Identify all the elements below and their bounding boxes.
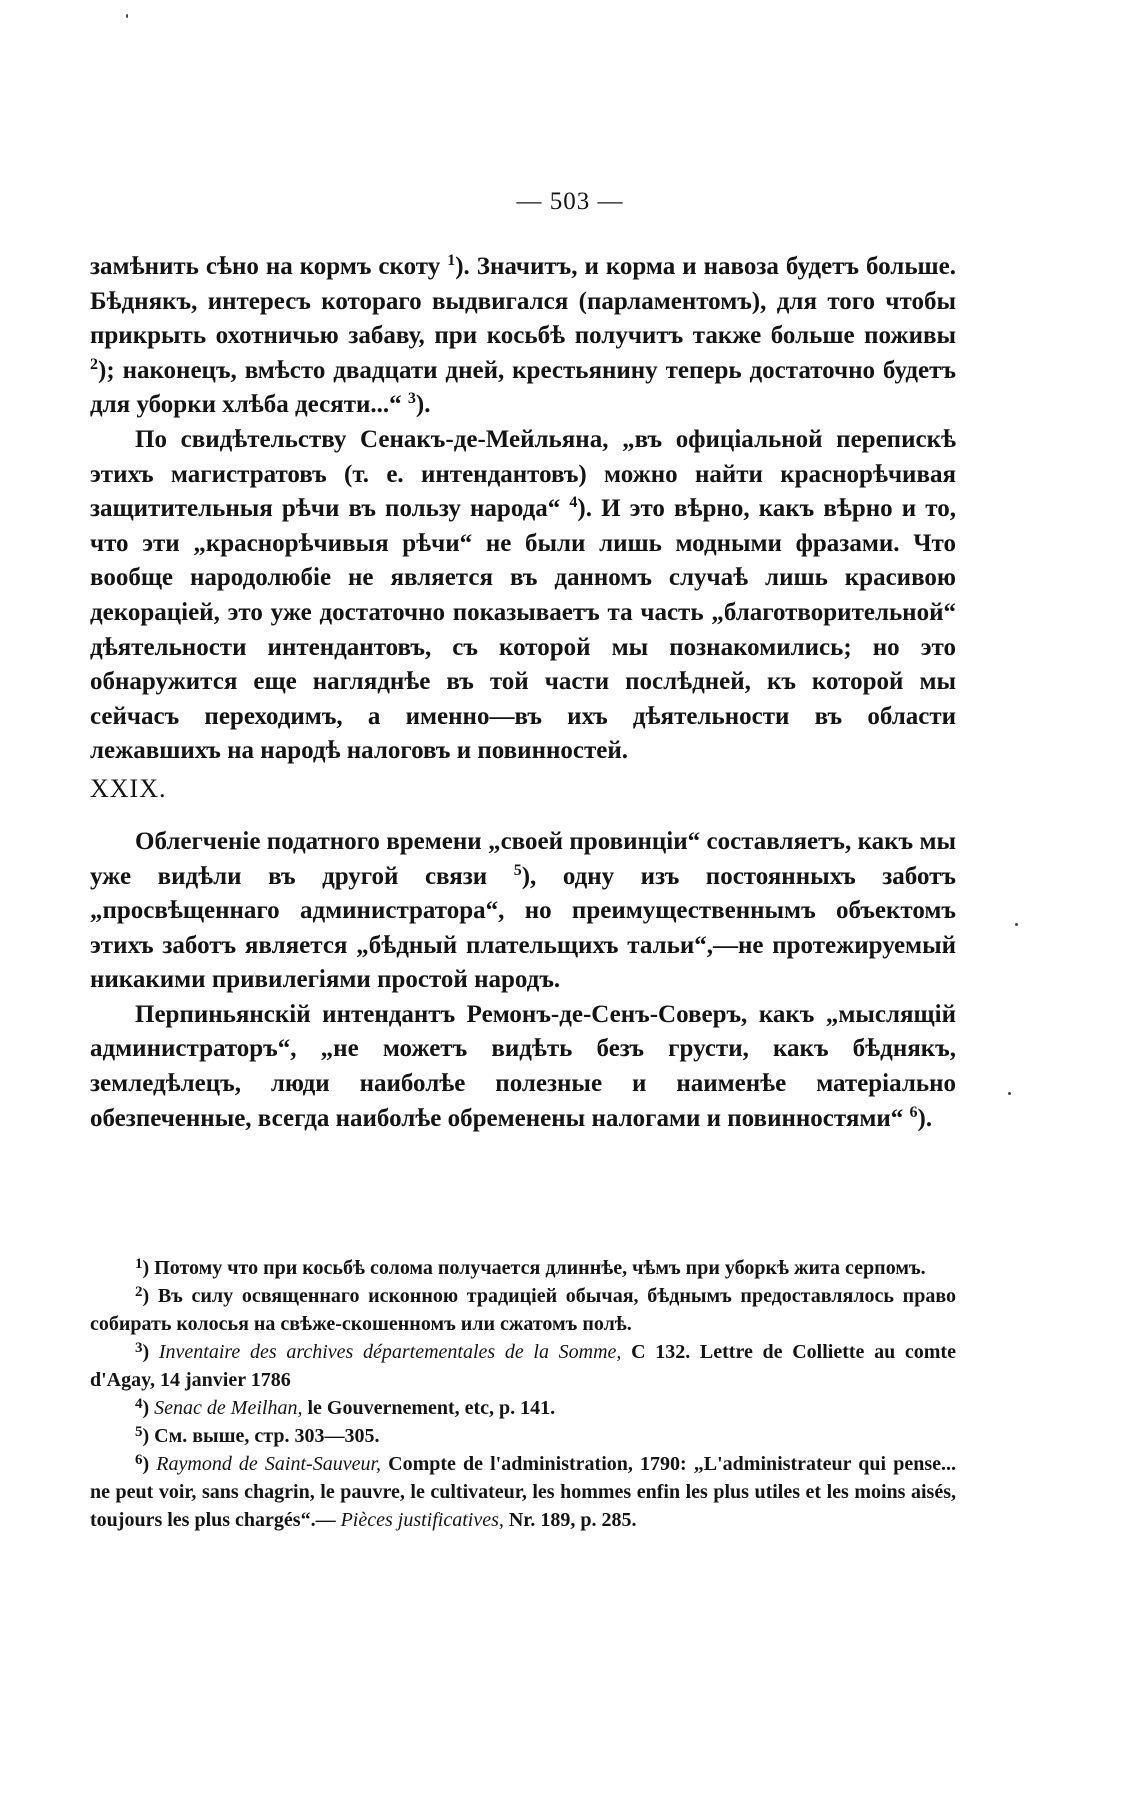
- footnote-3: $^3$) Inventaire des archives départementales de la Somme, C 132. Lettre de Colliette au comte d'Agay, 14 janvier 1786: [90, 1340, 956, 1391]
- main-text: [90, 250, 956, 1136]
- footnote-ref-5: 5: [513, 861, 522, 879]
- page-number: — 503 —: [516, 188, 624, 215]
- footnote-2: $^2$) Въ силу освященнаго исконною традиціей обычая, бѣднымъ предоставлялось право собирать колосья на свѣже-скошенномъ или сжатомъ полѣ.: [90, 1284, 956, 1335]
- scan-speck: [1008, 1092, 1011, 1095]
- paragraph-3: Облегченіе податного времени „своей провинціи“ составляетъ, какъ мы уже видѣли въ другой связи $^5$), одну изъ постоянныхъ заботъ „просвѣщеннаго администратора“, но преимущественнымъ объектомъ этихъ заботъ является „бѣдный плательщихъ тальи“,—не протежируемый никакими привилегіями простой народъ.: [90, 827, 957, 994]
- footnote-ref-1: 1: [447, 252, 456, 269]
- footnote-1: $^1$) Потому что при косьбѣ солома получается длиннѣе, чѣмъ при уборкѣ жита серпомъ.: [135, 1256, 926, 1279]
- footnotes: [90, 1254, 956, 1534]
- footnote-ref-6: 6: [909, 1103, 918, 1121]
- scan-speck: [1015, 923, 1018, 926]
- scan-speck: [126, 14, 128, 18]
- paragraph-2: По свидѣтельству Сенакъ-де-Мейльяна, „въ офиціальной перепискѣ этихъ магистратовъ (т. е. интендантовъ) можно найти краснорѣчивая защитительныя рѣчи въ пользу народа“ $^4$). И это вѣрно, какъ вѣрно и то, что эти „краснорѣчивыя рѣчи“ не были лишь модными фразами. Что вообще народолюбіе не является въ данномъ случаѣ лишь красивою декораціей, это уже достаточно показываетъ та часть „благотворительной“ дѣятельности интендантовъ, съ которой мы познакомились; но это обнаружится еще нагляднѣе въ той части послѣдней, къ которой мы сейчасъ переходимъ, а именно—въ ихъ дѣятельности въ области лежавшихъ на народѣ налоговъ и повинностей.: [90, 425, 956, 765]
- paragraph-4: Перпиньянскій интендантъ Ремонъ-де-Сенъ-Соверъ, какъ „мыслящій администраторъ“, „не можетъ видѣть безъ грусти, какъ бѣднякъ, земледѣлецъ, люди наиболѣе полезные и наименѣе матеріально обезпеченные, всегда наиболѣе обременены налогами и повинностями“ $^6$).: [90, 1000, 956, 1132]
- footnote-ref-2: 2: [90, 355, 98, 373]
- section-heading: XXIX.: [90, 773, 167, 803]
- footnote-ref-3: 3: [407, 390, 416, 408]
- paragraph-1: замѣнить сѣно на кормъ скоту $^1$). Значитъ, и корма и навоза будетъ больше. Бѣднякъ, интересъ котораго выдвигался (парламентомъ), для того чтобы прикрыть охотничью забаву, при косьбѣ получитъ также больше поживы $^2$); наконецъ, вмѣсто двадцати дней, крестьянину теперь достаточно будетъ для уборки хлѣба десяти...“ $^3$).: [90, 252, 956, 419]
- footnote-5: $^5$) См. выше, стр. 303—305.: [135, 1424, 380, 1447]
- footnote-ref-4: 4: [569, 494, 578, 512]
- footnote-4: $^4$) Senac de Meilhan, le Gouvernement, etc, p. 141.: [135, 1396, 556, 1419]
- footnote-6: $^6$) Raymond de Saint-Sauveur, Compte de l'administration, 1790: „L'administrateur qui pense... ne peut voir, sans chagrin, le pauvre, le cultivateur, les hommes enfin les plus utiles et les moins aisés, toujours les plus chargés“.— Pièces justificatives, Nr. 189, p. 285.: [90, 1452, 956, 1531]
